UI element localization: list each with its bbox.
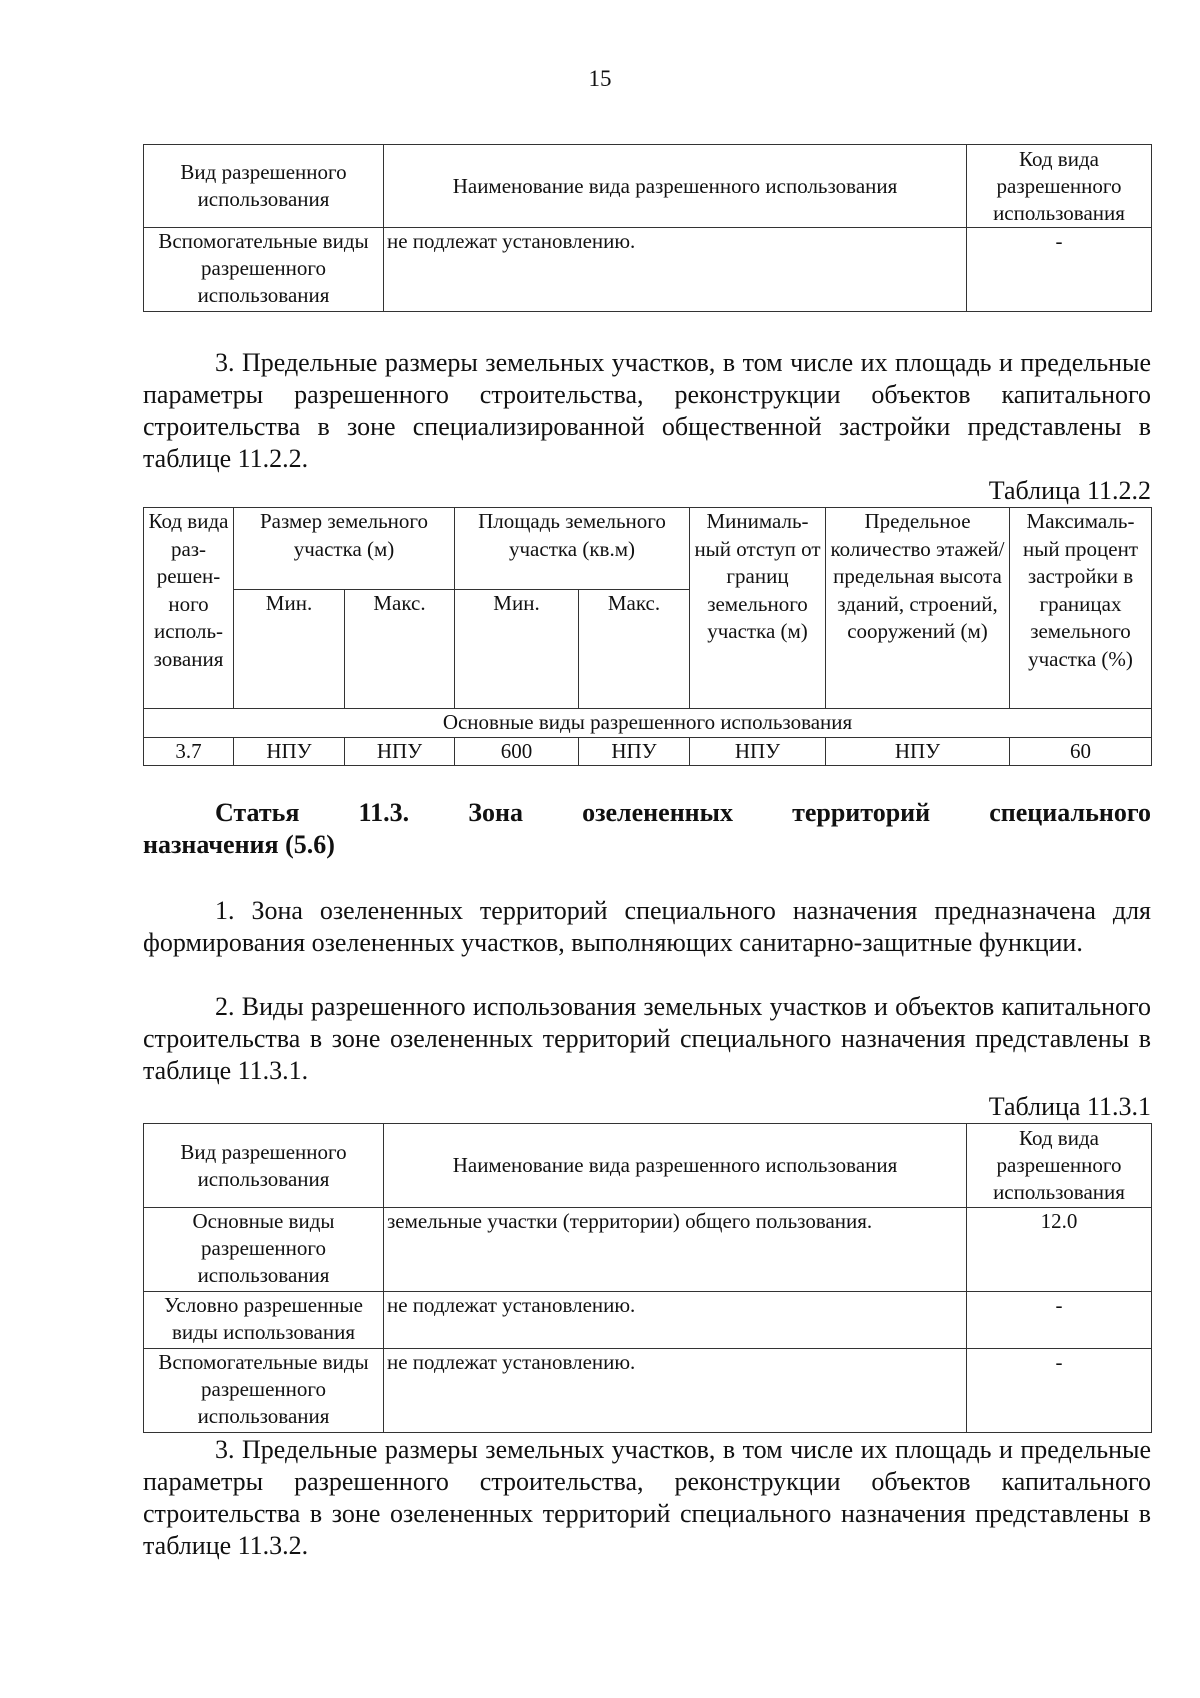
header-code: Код вида разрешенного использования (967, 145, 1152, 228)
header-name: Наименование вида разрешенного использования (384, 1124, 967, 1208)
cell-size-min: НПУ (234, 737, 345, 766)
header-name: Наименование вида разрешенного использования (384, 145, 967, 228)
cell-name: земельные участки (территории) общего пользования. (384, 1208, 967, 1292)
cell-name: не подлежат установлению. (384, 1292, 967, 1349)
table-header-row (144, 145, 1152, 228)
table-row (144, 228, 1152, 312)
cell-size-max: НПУ (345, 737, 455, 766)
header-plot-size: Размер земельного участка (м) (234, 508, 455, 590)
paragraph-limits-11-3-2: 3. Предельные размеры земельных участков, в том числе их площадь и предельные параметры разрешенного строительства, реконструкции объектов капитального строительства в зоне озелененных территорий специального назначения представлены в таблице 11.3.2. (143, 1435, 1151, 1560)
header-kind: Вид разрешенного использования (144, 1124, 384, 1208)
header-coverage: Максималь-ный процент застройки в границах земельного участка (%) (1010, 508, 1152, 709)
header-size-min: Мин. (234, 590, 345, 709)
article-heading-11-3 (143, 797, 1151, 861)
cell-kind: Основные виды разрешенного использования (144, 1208, 384, 1292)
table-row (144, 1292, 1152, 1349)
table-header-row (144, 1124, 1152, 1208)
header-kind: Вид разрешенного использования (144, 145, 384, 228)
table-caption-11-2-2: Таблица 11.2.2 (988, 476, 1151, 505)
table-row (144, 1208, 1152, 1292)
cell-setback: НПУ (690, 737, 826, 766)
paragraph-zone-purpose: 1. Зона озелененных территорий специального назначения предназначена для формирования озелененных участков, выполняющих санитарно-защитные функции. (143, 896, 1151, 957)
article-heading-line-1: Статья 11.3. Зона озелененных территорий специального (215, 798, 1151, 827)
header-code: Код вида раз-решен-ного исполь-зования (144, 508, 234, 709)
header-setback: Минималь-ный отступ от границ земельного участка (м) (690, 508, 826, 709)
cell-floors: НПУ (826, 737, 1010, 766)
header-area-min: Мин. (455, 590, 579, 709)
header-area-max: Макс. (579, 590, 690, 709)
cell-name: не подлежат установлению. (384, 1349, 967, 1433)
table-plot-parameters-11-2-2 (143, 507, 1152, 766)
header-plot-area: Площадь земельного участка (кв.м) (455, 508, 690, 590)
cell-code: - (967, 228, 1152, 312)
paragraph-land-use-types-11-3-1: 2. Виды разрешенного использования земельных участков и объектов капитального строительства в зоне озелененных территорий специального назначения представлены в таблице 11.3.1. (143, 992, 1151, 1085)
cell-kind: Условно разрешенные виды использования (144, 1292, 384, 1349)
paragraph-limits-11-2-2: 3. Предельные размеры земельных участков, в том числе их площадь и предельные параметры разрешенного строительства, реконструкции объектов капитального строительства в зоне специализированной общественной застройки представлены в таблице 11.2.2. (143, 348, 1151, 473)
cell-name: не подлежат установлению. (384, 228, 967, 312)
article-heading-line-2: назначения (5.6) (143, 830, 335, 859)
table-land-use-types-11-3-1 (143, 1123, 1152, 1433)
header-code: Код вида разрешенного использования (967, 1124, 1152, 1208)
cell-code: - (967, 1292, 1152, 1349)
cell-kind: Вспомогательные виды разрешенного использования (144, 228, 384, 312)
header-size-max: Макс. (345, 590, 455, 709)
header-floors: Предельное количество этажей/ предельная высота зданий, строений, сооружений (м) (826, 508, 1010, 709)
cell-code: 12.0 (967, 1208, 1152, 1292)
table-caption-11-3-1: Таблица 11.3.1 (988, 1092, 1151, 1121)
cell-code: - (967, 1349, 1152, 1433)
cell-code: 3.7 (144, 737, 234, 766)
cell-area-max: НПУ (579, 737, 690, 766)
table-row (144, 737, 1152, 766)
page-number: 15 (588, 66, 612, 91)
cell-area-min: 600 (455, 737, 579, 766)
table-row (144, 1349, 1152, 1433)
table-land-use-types-continued (143, 144, 1152, 312)
cell-coverage: 60 (1010, 737, 1152, 766)
section-label: Основные виды разрешенного использования (144, 709, 1152, 738)
cell-kind: Вспомогательные виды разрешенного использования (144, 1349, 384, 1433)
